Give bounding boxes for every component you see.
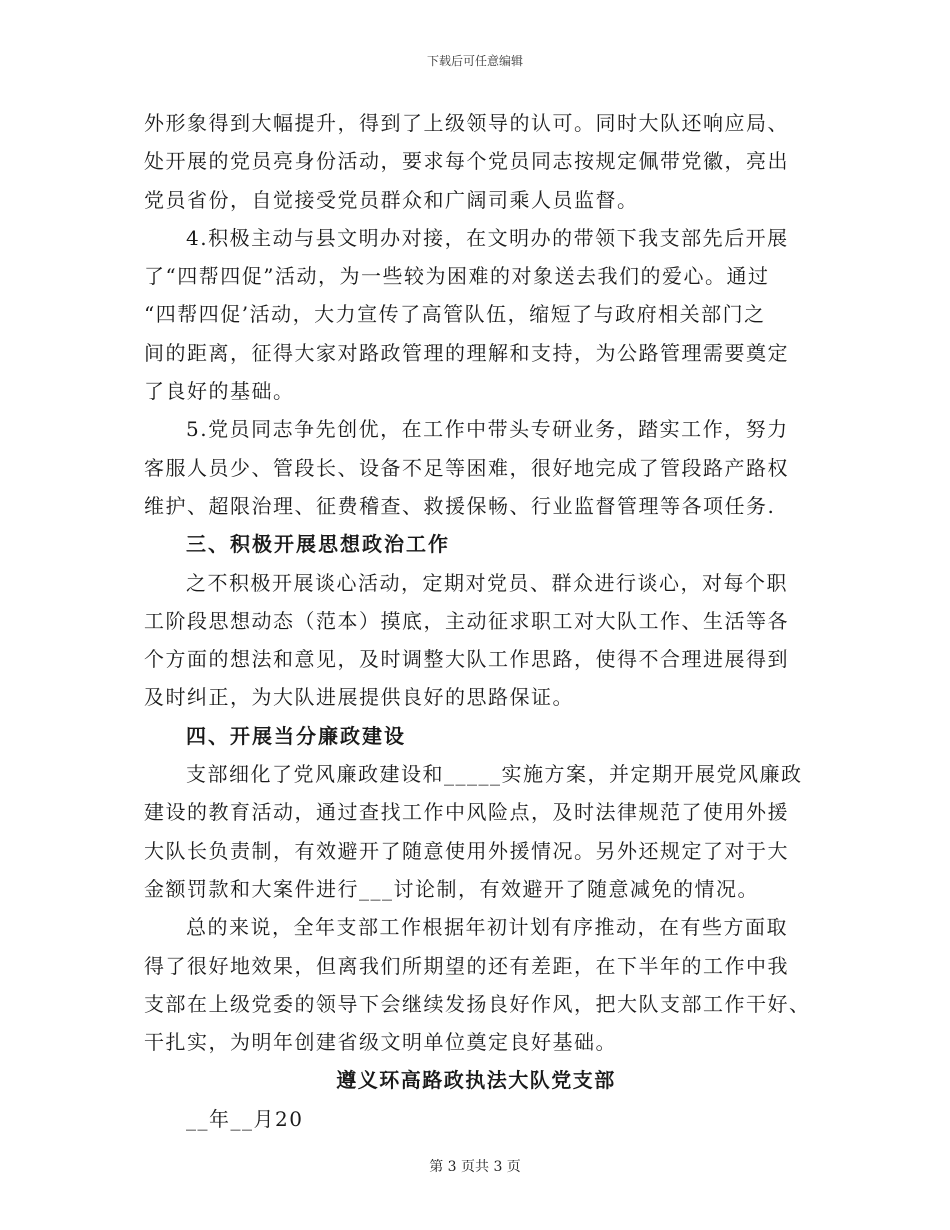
paragraph-line: 得了很好地效果，但离我们所期望的还有差距，在下半年的工作中我 (144, 953, 789, 978)
paragraph-line: 金额罚款和大案件进行___讨论制，有效避开了随意减免的情况。 (144, 876, 759, 901)
paragraph-line: 4.积极主动与县文明办对接，在文明办的带领下我支部先后开展 (186, 225, 789, 250)
paragraph-line: 建设的教育活动，通过查找工作中风险点，及时法律规范了使用外援 (144, 800, 789, 825)
paragraph-line: 党员省份，自觉接受党员群众和广阔司乘人员监督。 (144, 187, 639, 212)
section-heading: 三、积极开展思想政治工作 (186, 532, 450, 557)
paragraph-line: 个方面的想法和意见，及时调整大队工作思路，使得不合理进展得到 (144, 647, 789, 672)
document-body (144, 104, 811, 1138)
paragraph-line: 了良好的基础。 (144, 379, 295, 404)
page-footer: 第 3 页共 3 页 (429, 1159, 521, 1175)
paragraph-line: 干扎实，为明年创建省级文明单位奠定良好基础。 (144, 1030, 617, 1055)
paragraph-line: 总的来说，全年支部工作根据年初计划有序推动，在有些方面取 (186, 915, 788, 940)
paragraph-line: 了“四帮四促”活动，为一些较为困难的对象送去我们的爱心。通过 (144, 264, 770, 289)
paragraph-line: 间的距离，征得大家对路政管理的理解和支持，为公路管理需要奠定 (144, 340, 789, 365)
paragraph-line: 及时纠正，为大队进展提供良好的思路保证。 (144, 685, 574, 710)
page-header: 下载后可任意编辑 (426, 54, 523, 68)
paragraph-line: 外形象得到大幅提升，得到了上级领导的认可。同时大队还响应局、 (144, 111, 789, 135)
date-line: __年__月20 (186, 1106, 304, 1131)
section-heading: 四、开展当分廉政建设 (186, 723, 406, 748)
paragraph-line: 大队长负责制，有效避开了随意使用外援情况。另外还规定了对于大 (144, 838, 789, 863)
paragraph-line: 处开展的党员亮身份活动，要求每个党员同志按规定佩带党徽，亮出 (144, 149, 789, 174)
paragraph-line: 支部细化了党风廉政建设和_____实施方案，并定期开展党风廉政 (186, 762, 803, 787)
signature-organization: 遵义环高路政执法大队党支部 (336, 1068, 616, 1093)
paragraph-line: 支部在上级党委的领导下会继续发扬良好作风，把大队支部工作干好、 (144, 991, 811, 1016)
paragraph-line: 工阶段思想动态（范本）摸底，主动征求职工对大队工作、生活等各 (144, 608, 789, 633)
paragraph-line: 5.党员同志争先创优，在工作中带头专研业务，踏实工作，努力 (186, 417, 789, 442)
paragraph-line: 之不积极开展谈心活动，定期对党员、群众进行谈心，对每个职 (186, 570, 788, 595)
paragraph-line: “四帮四促’活动，大力宣传了高管队伍，缩短了与政府相关部门之 (144, 302, 766, 327)
paragraph-line: 客服人员少、管段长、设备不足等困难，很好地完成了管段路产路权 (144, 455, 789, 480)
paragraph-line: 维护、超限治理、征费稽查、救援保畅、行业监督管理等各项任务. (144, 493, 776, 518)
